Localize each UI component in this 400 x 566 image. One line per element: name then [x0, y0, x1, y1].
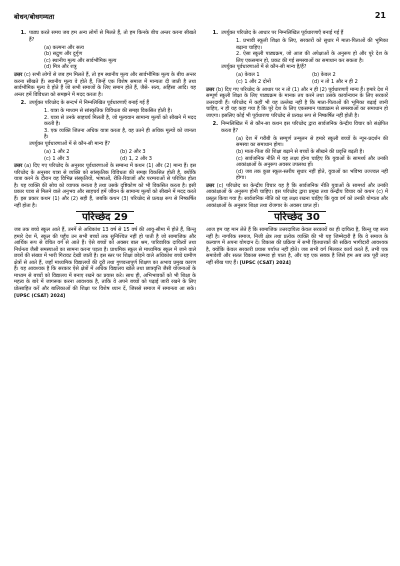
- option-a: (a) कल्पना और सत्य: [44, 44, 84, 51]
- answer-text: (a) दिए गए परिच्छेद के अनुसार पूर्वधारणाओं के सम्बन्ध में कथन (1) और (2) मान्य हैं। इस परिच्छेद के अनुसार यात्रा से व्यक्ति को सांस्कृतिक विविधता की समझ विकसित होती है, क्योंकि यात्रा करने के दौरान वह विभिन्न संस्कृतियों, भाषाओं, रीति-रिवाजों और परम्पराओं से परिचित होता है। यह व्यक्ति की सोच को व्यापक बनाता है तथा उसके दृष्टिकोण को भी विकसित करता है। इसी प्रकार यात्रा से मिलने वाले अनुभव और साहचर्य हमें जीवन के सामान्य मूल्यों को सीखने में मदद करते हैं। इस प्रकार कथन (1) और (2) सही हैं, जबकि कथन (3) परिच्छेद से प्रत्यक्ष रूप से निष्कर्षित नहीं होता है।: [14, 163, 197, 209]
- question-number: 2.: [20, 100, 26, 107]
- statement-2: 2. यात्रा से उनके साहचर्य मिलती है, जो मूल्यवान सामान्य मूल्यों को सीखने में मदद करती है।: [44, 114, 196, 128]
- option-b: (b) 2 और 3: [120, 148, 146, 155]
- answer-text: (c) सभी लोगों से जब हम मिलते हैं, तो हम स्थानीय मूल्य और सार्वभौमिक मूल्य के बीच अन्तर करना सीखते हैं। स्थानीय मूल्य वे होते हैं, जिन्हें एक विशेष समाज में मान्यता दी जाती है तथा सार्वभौमिक मूल्य वे होते हैं जो सभी समाजों के लिए समान होते हैं, जैसे- सत्य, अहिंसा आदि। यह अन्तर हमें विविधता को समझने में मदद करता है।: [14, 71, 196, 98]
- passage-body: आज हम यह मान लेते हैं कि सामाजिक उत्तरदायित्व केवल सरकारों का ही दायित्व है, किन्तु यह सत्य नहीं है। नागरिक समाज, निजी क्षेत्र तथा प्रत्येक व्यक्ति की भी यह जिम्मेदारी है कि वे समाज के कल्याण में अपना योगदान दें। विकास की प्रक्रिया में सभी हितधारकों की सक्रिय भागीदारी आवश्यक है, क्योंकि केवल सरकारी प्रयास पर्याप्त नहीं होते। जब सभी वर्ग मिलकर कार्य करते हैं, तभी एक समावेशी और सतत विकास सम्भव हो पाता है, और यह एक सबक है जिसे हम अब तक पूरी तरह नहीं सीख पाए हैं।: [206, 227, 388, 266]
- question-text: पाठ्य करते समय जब हम अन्य लोगों से मिलते हैं, तो हम किनके बीच अन्तर करना सीखते हैं?: [29, 30, 196, 43]
- question-1: [14, 30, 196, 71]
- answer-1: [14, 72, 196, 98]
- section-heading: [206, 212, 388, 224]
- question-2: [206, 121, 388, 181]
- passage-body: जब तक बच्चे स्कूल आते हैं, उनमें से अधिकांश 13 वर्ष से 15 वर्ष की आयु-सीमा में होते हैं, किन्तु हमारे देश में, स्कूल की पहुँच उन सभी बच्चों तक सुनिश्चित नहीं हो पाती है जो सामाजिक और आर्थिक रूप से वंचित वर्ग से आते हैं। ऐसे बच्चों को अक्सर बाल श्रम, पारिवारिक दायित्वों तथा निर्धनता जैसी समस्याओं का सामना करना पड़ता है। प्राथमिक स्कूल से माध्यमिक स्कूल में जाने वाले छात्रों की संख्या में भारी गिरावट देखी जाती है। इस स्तर पर शिक्षा छोड़ने वाले अधिकांश बच्चे ग्रामीण क्षेत्रों से आते हैं, जहाँ माध्यमिक विद्यालयों की दूरी तथा गुणवत्तापूर्ण शिक्षण का अभाव प्रमुख कारण हैं। यह आवश्यक है कि सरकार ऐसे क्षेत्रों में अधिक विद्यालय खोले तथा छात्रवृत्ति जैसी योजनाओं के माध्यम से बच्चों को विद्यालय में बनाए रखने का प्रयास करे। साथ ही, अभिभावकों को भी शिक्षा के महत्व के बारे में जागरूक करना आवश्यक है, ताकि वे अपने बच्चों को पढ़ाई जारी रखने के लिए प्रोत्साहित करें और बालिकाओं की शिक्षा पर विशेष ध्यान दें, जिससे समाज में समानता आ सके।: [14, 227, 196, 293]
- option-c: (c) सार्वजनिक नीति में यह लक्ष्य होना चाहिए कि युवाओं के सामर्थ्य और उनकी आकांक्षाओं के अनुरूप अवसर उपलब्ध हों।: [236, 155, 388, 169]
- question-text: उपर्युक्त परिच्छेद के आधार पर निम्नलिखित पूर्वधारणाएँ बनाई गई हैं: [221, 30, 344, 36]
- question-2: [14, 100, 196, 162]
- answer-label: उत्तर: [206, 182, 215, 189]
- option-a: (a) 1 और 2: [44, 148, 70, 155]
- statement-2: 2. ऐसा स्कूली पाठ्यक्रम, जो आज की अपेक्षाओं के अनुरूप हो और पूरे देश के लिए एकसमान हो, प्रकट की गई समस्याओं का समाधान कर सकता है।: [236, 51, 388, 64]
- left-column: [14, 30, 196, 302]
- answer-2: [14, 163, 196, 209]
- question-ask: उपर्युक्त पूर्वधारणाओं में से कौन-सी मान्य है/हैं?: [221, 64, 307, 71]
- statement-3: 3. एक व्यक्ति जितना अधिक यात्रा करता है, वह उतने ही अधिक मूल्यों को जानता है।: [44, 127, 196, 141]
- statement-1: 1. यात्रा के माध्यम से सांस्कृतिक विविधता की समझ विकसित होती है।: [44, 108, 173, 115]
- question-ask: उपर्युक्त पूर्वधारणाओं में से कौन-सी मान्य हैं?: [29, 140, 111, 147]
- answer-label: उत्तर: [14, 163, 23, 170]
- page-number: 21: [374, 11, 386, 20]
- option-d: (d) 1, 2 और 3: [120, 155, 153, 162]
- option-c: (c) 1 और 3: [44, 155, 70, 162]
- question-number: 1.: [212, 30, 218, 36]
- answer-2: [206, 183, 388, 209]
- section-title: परिच्छेद 30: [268, 211, 326, 224]
- page-header: [14, 12, 386, 26]
- option-d: (d) न तो 1 और न ही 2: [312, 78, 358, 85]
- question-1: [206, 30, 388, 85]
- section-title: परिच्छेद 29: [76, 211, 134, 224]
- answer-text: (b) दिए गए परिच्छेद के आधार पर न तो (1) और न ही (2) पूर्वधारणाएँ मान्य हैं। हमारे देश में सम्पूर्ण स्कूली शिक्षा के लिए पाठ्यक्रम के मानक तय करने तथा उसके कार्यान्वयन के लिए सरकारें उत्तरदायी हैं। परिच्छेद में कहीं भी यह उल्लेख नहीं है कि माता-पिताओं की भूमिका बढ़ाई जानी चाहिए, न ही यह कहा गया है कि पूरे देश के लिए एकसमान पाठ्यक्रम से समस्याओं का समाधान हो जाएगा। इसलिए कोई भी पूर्वधारणा परिच्छेद से प्रत्यक्ष रूप से निष्कर्षित नहीं होती है।: [206, 86, 388, 119]
- option-c: (c) 1 और 2 दोनों: [236, 78, 271, 85]
- question-text: निम्नलिखित में से कौन-सा कथन इस परिच्छेद द्वारा सार्वजनिक केन्द्रीय विचार को संक्षेपित करता है?: [221, 121, 388, 134]
- answer-1: [206, 87, 388, 120]
- answer-label: उत्तर: [206, 86, 215, 93]
- option-a: (a) केवल 1: [236, 72, 260, 79]
- option-d: (d) मित्र और शत्रु: [44, 64, 77, 71]
- source-tag: [UPSC (CSAT) 2024]: [239, 260, 291, 266]
- passage-text: [14, 227, 196, 300]
- answer-text: (c) परिच्छेद का केन्द्रीय विचार यह है कि सार्वजनिक नीति युवाओं के सामर्थ्य और उनकी आकांक्षाओं के अनुरूप होनी चाहिए। इस परिच्छेद द्वारा प्रमुख तथा केन्द्रीय विचार को कथन (c) में प्रस्तुत किया गया है। सार्वजनिक नीति को यह लक्ष्य रखना चाहिए कि युवा वर्ग को उनकी योग्यता और आकांक्षाओं के अनुसार शिक्षा तथा रोजगार के अवसर प्राप्त हों।: [206, 182, 388, 209]
- source-tag: [UPSC (CSAT) 2024]: [14, 293, 66, 299]
- question-text: उपर्युक्त परिच्छेद के सन्दर्भ में निम्नलिखित पूर्वधारणाएँ बनाई गई हैं: [29, 100, 149, 107]
- option-b: (b) सद्गुण और दुर्गुण: [44, 51, 83, 58]
- right-column: [206, 30, 388, 269]
- option-c: (c) स्थानीय मूल्य और सार्वभौमिक मूल्य: [44, 57, 117, 64]
- option-b: (b) माता-पिता की शिक्षा बढ़ाने से बच्चों के सीखने की प्रवृत्ति बढ़ती है।: [236, 148, 365, 155]
- option-a: (a) देश में गरीबी के सम्पूर्ण उन्मूलन से हमारे स्कूली बच्चों के न्यून-प्रदर्शन की समस्या का समाधान होगा।: [236, 135, 388, 149]
- question-number: 2.: [212, 121, 218, 128]
- question-number: 1.: [20, 30, 26, 36]
- section-heading: [14, 212, 196, 224]
- header-title: बोधन/बोधगम्यता: [14, 13, 55, 21]
- answer-label: उत्तर: [14, 71, 23, 78]
- passage-text: [206, 227, 388, 267]
- statement-1: 1. प्रभावी स्कूली शिक्षा के लिए, सरकारों को सुधार में माता-पिताओं की भूमिका बढ़ाना चाहिए।: [236, 38, 388, 51]
- option-b: (b) केवल 2: [312, 72, 336, 79]
- option-d: (d) जब तक कुछ स्कूल-स्तरीय सुधार नहीं होते, युवाओं का भविष्य उज्ज्वल नहीं होगा।: [236, 168, 388, 182]
